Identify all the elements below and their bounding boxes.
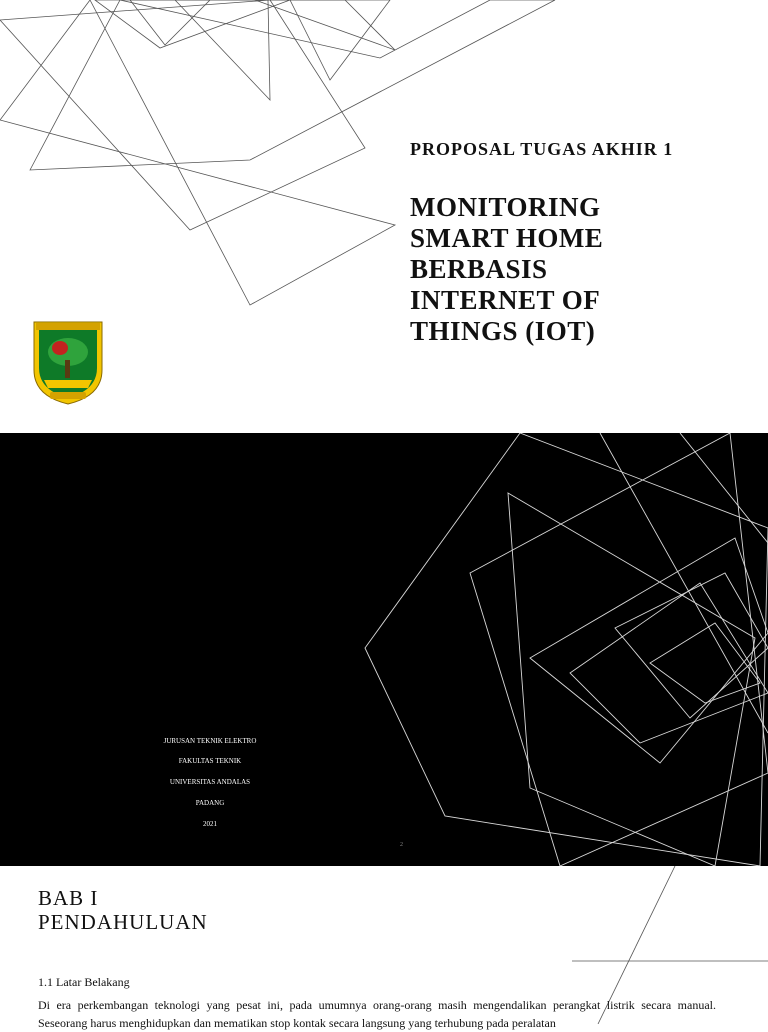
body-paragraph: Di era perkembangan teknologi yang pesat ini, pada umumnya orang-orang masih mengendalikan perangkat listrik secara manual. Seseorang harus menghidupkan dan mematikan stop kontak secara langsung yang terhubung pada peralatan xyxy=(38,998,716,1030)
chapter-number: BAB I xyxy=(38,886,99,910)
city-name: PADANG xyxy=(195,799,225,807)
year: 2021 xyxy=(203,820,217,828)
cover-page xyxy=(0,0,768,433)
chapter-title: PENDAHULUAN xyxy=(38,910,208,934)
page-number: 2 xyxy=(400,842,403,848)
title-line: SMART HOME xyxy=(410,223,604,253)
proposal-subtitle: PROPOSAL TUGAS AKHIR 1 xyxy=(410,139,674,159)
credits-page xyxy=(0,433,768,866)
chapter-heading xyxy=(38,886,208,934)
university-name: UNIVERSITAS ANDALAS xyxy=(169,778,251,786)
department-name: JURUSAN TEKNIK ELEKTRO xyxy=(163,737,257,745)
section-heading: 1.1 Latar Belakang xyxy=(38,975,130,989)
thesis-title xyxy=(410,192,740,347)
title-line: BERBASIS xyxy=(410,254,548,284)
title-line: THINGS (IOT) xyxy=(410,316,596,346)
faculty-name: FAKULTAS TEKNIK xyxy=(178,757,242,765)
university-logo-icon xyxy=(30,318,106,408)
title-line: MONITORING xyxy=(410,192,601,222)
title-line: INTERNET OF xyxy=(410,285,601,315)
